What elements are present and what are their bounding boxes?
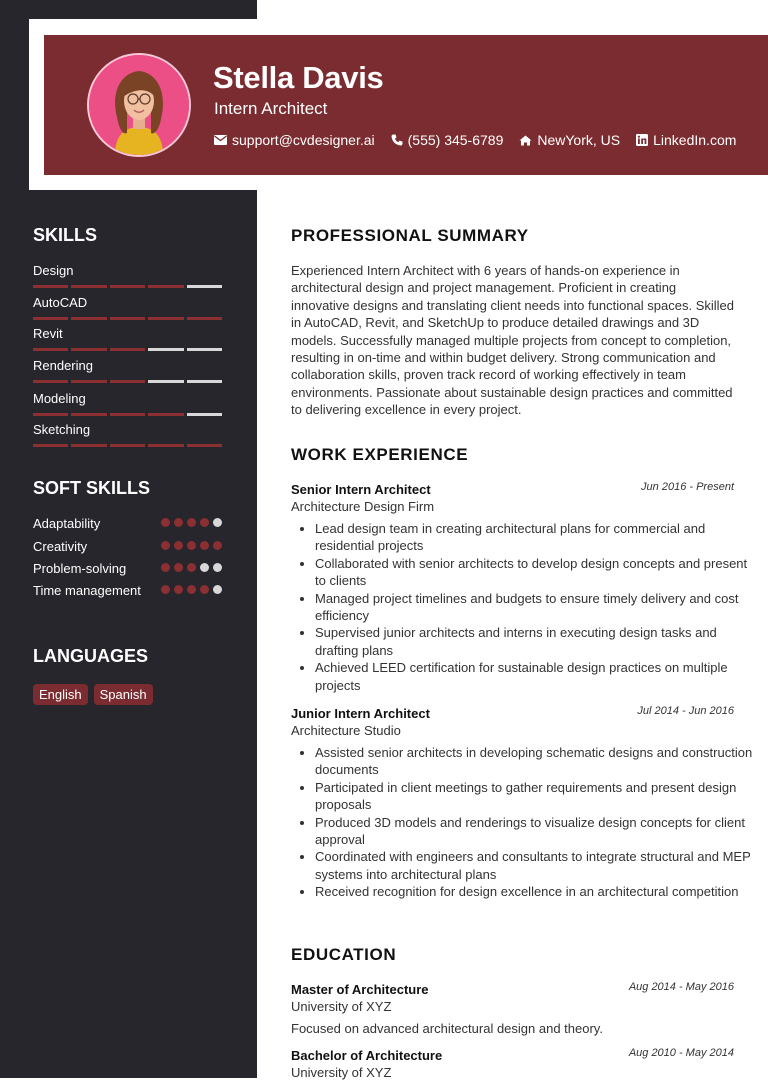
duty-item: • Produced 3D models and renderings to visualize design concepts for client approval: [315, 814, 760, 849]
skill-name: Sketching: [33, 422, 91, 437]
skill-level-segment: [148, 444, 183, 447]
job-title: Senior Intern Architect: [291, 482, 431, 497]
soft-skill-name: Time management: [33, 583, 141, 598]
soft-skill-item: [33, 538, 222, 555]
skill-level-segment: [110, 413, 145, 416]
skill-level-segment: [148, 317, 183, 320]
contact-location[interactable]: [519, 132, 620, 148]
skill-item: [33, 391, 222, 416]
skill-level-segment: [110, 444, 145, 447]
skill-level-segment: [71, 348, 106, 351]
rating-dot: [200, 541, 209, 550]
skill-name: Revit: [33, 326, 63, 341]
skill-level-segment: [148, 285, 183, 288]
skill-name: Modeling: [33, 391, 86, 406]
rating-dot: [187, 541, 196, 550]
contact-email-text: support@cvdesigner.ai: [232, 132, 375, 148]
rating-dot: [161, 585, 170, 594]
skill-level-bar: [33, 285, 222, 288]
candidate-name: Stella Davis: [213, 60, 384, 95]
duty-item: • Assisted senior architects in developing schematic designs and construction documents: [315, 744, 760, 779]
contact-bar: [214, 132, 736, 148]
skill-name: Design: [33, 263, 74, 278]
skill-level-segment: [148, 348, 183, 351]
skill-level-segment: [187, 380, 222, 383]
candidate-role: Intern Architect: [214, 99, 328, 118]
skill-level-bar: [33, 413, 222, 416]
education-heading: EDUCATION: [291, 945, 397, 964]
duty-item: • Coordinated with engineers and consultants to integrate structural and MEP systems into architectural plans: [315, 848, 760, 883]
rating-dot: [161, 541, 170, 550]
rating-dot: [187, 563, 196, 572]
rating-dot: [187, 585, 196, 594]
degree-title: Bachelor of Architecture: [291, 1048, 443, 1063]
rating-dot: [187, 518, 196, 527]
job-company: Architecture Studio: [291, 723, 401, 738]
soft-skills-heading: SOFT SKILLS: [33, 478, 150, 498]
skill-name: AutoCAD: [33, 295, 88, 310]
rating-dot: [213, 585, 222, 594]
education-description: Focused on advanced architectural design and theory.: [291, 1021, 603, 1036]
rating-dot: [161, 518, 170, 527]
language-list: [33, 684, 153, 705]
skill-level-segment: [110, 317, 145, 320]
job-duties: [291, 744, 760, 901]
duty-item: • Managed project timelines and budgets to ensure timely delivery and cost efficiency: [315, 590, 760, 625]
skill-level-bar: [33, 444, 222, 447]
skill-level-segment: [148, 380, 183, 383]
duty-item: • Participated in client meetings to gather requirements and present design proposals: [315, 779, 760, 814]
skill-level-segment: [33, 285, 68, 288]
soft-skill-item: [33, 560, 222, 577]
contact-email[interactable]: [214, 132, 375, 148]
rating-dot: [174, 518, 183, 527]
skill-level-segment: [187, 285, 222, 288]
contact-linkedin-text: LinkedIn.com: [653, 132, 737, 148]
skill-level-bar: [33, 317, 222, 320]
duty-item: • Received recognition for design excellence in an architectural competition: [315, 883, 760, 900]
skill-level-segment: [187, 317, 222, 320]
contact-phone[interactable]: [391, 132, 504, 148]
skills-heading: SKILLS: [33, 225, 98, 245]
skill-item: [33, 263, 222, 288]
skill-level-segment: [33, 348, 68, 351]
rating-dot: [213, 541, 222, 550]
rating-dot: [213, 563, 222, 572]
soft-skill-rating: [161, 560, 222, 577]
rating-dot: [174, 585, 183, 594]
skill-level-bar: [33, 348, 222, 351]
skill-level-segment: [71, 317, 106, 320]
contact-linkedin[interactable]: [636, 132, 736, 148]
job-date: Jun 2016 - Present: [641, 481, 734, 493]
skill-level-segment: [71, 413, 106, 416]
skill-item: [33, 326, 222, 351]
skill-level-segment: [148, 413, 183, 416]
skill-item: [33, 295, 222, 320]
rating-dot: [213, 518, 222, 527]
languages-heading: LANGUAGES: [33, 646, 149, 666]
language-badge: Spanish: [94, 684, 153, 705]
skill-name: Rendering: [33, 358, 93, 373]
job-date: Jul 2014 - Jun 2016: [637, 705, 734, 717]
soft-skill-rating: [161, 582, 222, 599]
soft-skill-item: [33, 582, 222, 599]
rating-dot: [200, 563, 209, 572]
contact-location-text: NewYork, US: [537, 132, 621, 148]
skill-level-segment: [33, 444, 68, 447]
skill-level-bar: [33, 380, 222, 383]
skill-item: [33, 358, 222, 383]
rating-dot: [174, 541, 183, 550]
profile-photo: [89, 55, 189, 155]
job-duties: [291, 520, 760, 694]
skill-level-segment: [33, 317, 68, 320]
envelope-icon: [214, 135, 227, 145]
soft-skill-name: Creativity: [33, 539, 88, 554]
linkedin-icon: [636, 134, 648, 146]
soft-skill-name: Adaptability: [33, 516, 101, 531]
skill-level-segment: [110, 285, 145, 288]
education-date: Aug 2014 - May 2016: [628, 981, 734, 993]
skill-level-segment: [110, 348, 145, 351]
job-title: Junior Intern Architect: [291, 706, 430, 721]
skill-level-segment: [187, 413, 222, 416]
school-name: University of XYZ: [291, 1065, 392, 1080]
portrait-image: [89, 55, 189, 155]
rating-dot: [174, 563, 183, 572]
phone-icon: [391, 134, 403, 146]
soft-skill-name: Problem-solving: [33, 561, 127, 576]
school-name: University of XYZ: [291, 999, 392, 1014]
soft-skill-rating: [161, 538, 222, 555]
skill-level-segment: [33, 380, 68, 383]
rating-dot: [200, 518, 209, 527]
degree-title: Master of Architecture: [291, 982, 429, 997]
skill-level-segment: [187, 348, 222, 351]
skill-level-segment: [110, 380, 145, 383]
contact-phone-text: (555) 345-6789: [407, 132, 504, 148]
duty-item: • Achieved LEED certification for sustainable design practices on multiple projects: [315, 659, 760, 694]
rating-dot: [200, 585, 209, 594]
rating-dot: [161, 563, 170, 572]
skill-level-segment: [71, 285, 106, 288]
experience-heading: WORK EXPERIENCE: [291, 445, 469, 464]
skill-level-segment: [71, 380, 106, 383]
summary-text: Experienced Intern Architect with 6 years of hands-on experience in architectural design and project management. Proficient in creating innovative designs and translating client needs into functional spaces. Skilled in AutoCAD, Revit, and SketchUp to produce detailed drawings and 3D models. Successfully managed multiple projects from concept to completion, resulting in on-time and within budget delivery. Strong communication and collaboration skills, proven track record of working effectively in team environments. Passionate about sustainable design practices and committed to delivering excellence in every project.: [291, 263, 734, 418]
soft-skill-rating: [161, 515, 222, 532]
language-badge: English: [33, 684, 88, 705]
duty-item: • Supervised junior architects and interns in executing design tasks and drafting plans: [315, 624, 760, 659]
soft-skill-item: [33, 515, 222, 532]
education-date: Aug 2010 - May 2014: [628, 1047, 734, 1059]
duty-item: • Collaborated with senior architects to develop design concepts and present to clients: [315, 555, 760, 590]
duty-item: • Lead design team in creating architectural plans for commercial and residential projects: [315, 520, 760, 555]
skill-level-segment: [33, 413, 68, 416]
skill-level-segment: [187, 444, 222, 447]
skill-level-segment: [71, 444, 106, 447]
skill-item: [33, 422, 222, 447]
job-company: Architecture Design Firm: [291, 499, 435, 514]
summary-heading: PROFESSIONAL SUMMARY: [291, 226, 529, 245]
home-icon: [519, 135, 532, 146]
